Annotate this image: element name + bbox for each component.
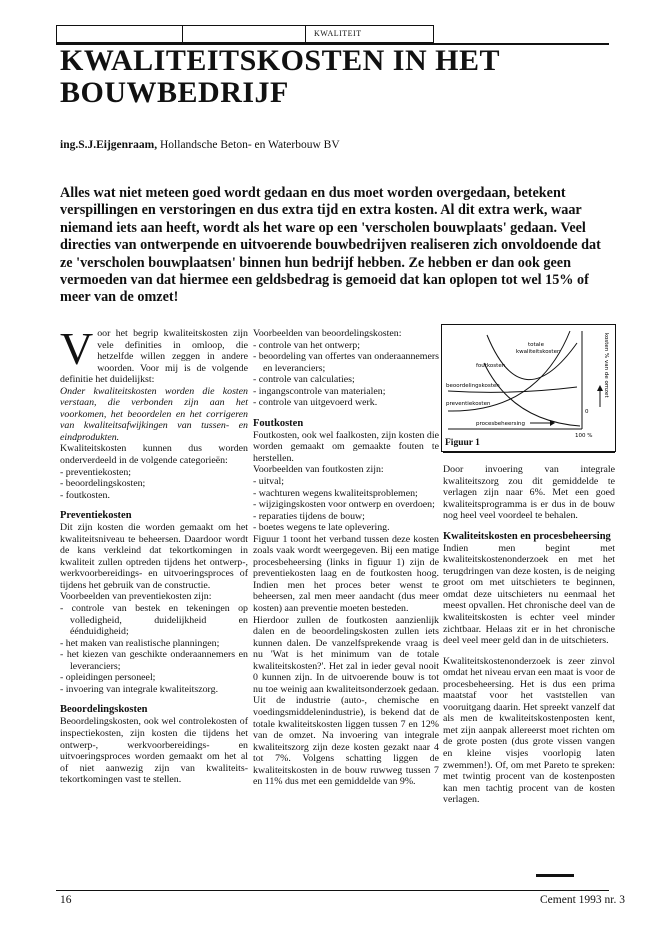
category-item: - beoordelingskosten; (60, 478, 146, 490)
page-number: 16 (60, 894, 72, 906)
col2-paragraph-1: Figuur 1 toont het verband tussen deze kosten zoals vaak wordt weergegeven. Bij een matige procesbeheersing (links in figuur 1) zijn de preventiekosten laag en de foutkosten hoog. Indien men het proces beter wenst te beheersen, zal men meer aandacht (dus meer kosten) aan preventie moeten besteden. (253, 533, 439, 615)
label-beoordelingskosten: beoordelingskosten (446, 383, 500, 389)
col2-paragraph-2: Hierdoor zullen de foutkosten aanzienlijk dalen en de beoordelingskosten zullen iets kunnen dalen. De vanzelfsprekende vraag is nu 'Wat is het minimum van de totale kwaliteitskosten?'. Het zal in ieder geval nooit 0 kunnen zijn. In de uitvoerende bouw is tot nu toe weinig aan kwaliteitsonderzoek gedaan. Uit de industrie (auto-, chemische en voedingsmiddelenindustrie), is bekend dat de totale kwaliteitskosten liggen tussen 7 en 12% van de omzet. Na invoering van integrale kwaliteitszorg zijn deze kosten gezakt naar 4 tot 7%. Volgens schatting liggen de kwaliteitskosten in de bouw ruwweg tussen 7 en 11% dus met een gemiddelde van 9%. (253, 614, 439, 788)
figure-rule (443, 452, 615, 453)
fout-example-item: - wachturen wegens kwaliteitsproblemen; (253, 487, 418, 499)
fout-text: Foutkosten, ook wel faalkosten, zijn kosten die worden gemaakt om gemaakte fouten te herstellen. (253, 429, 439, 464)
prev-example-item: - het kiezen van geschikte onderaannemers en leveranciers; (60, 649, 248, 672)
heading-preventiekosten: Preventiekosten (60, 510, 132, 522)
beoord-example-item: - ingangscontrole van materialen; (253, 385, 386, 397)
section-header-box (56, 25, 434, 43)
intro-text: oor het begrip kwaliteitskosten zijn vele definities in omloop, die hetzelfde willen zeggen in andere woorden. Voor mij is de volgende definitie het duidelijkst: (60, 328, 248, 386)
figure-1 (441, 324, 616, 452)
lead-paragraph: Alles wat niet meteen goed wordt gedaan en dus moet worden overgedaan, betekent verspillingen en verstoringen en dus extra tijd en extra kosten. Al dit extra werk, waar niemand iets aan heeft, wordt als het ware op een 'verscholen bouwplaats' gedaan. Veel directies van ontwerpende en uitvoerende bouwbedrijven realiseren zich onvoldoende dat ze 'verscholen bouwplaatsen' binnen hun bedrijf hebben. Ze hebben er dan ook geen vermoeden van dat hiermee een geldsbedrag is gemoeid dat kan oplopen tot wel 15% of meer van de omzet! (60, 185, 601, 306)
heading-beoordelingskosten: Beoordelingskosten (60, 704, 148, 716)
col3-paragraph-2: Indien men begint met kwaliteitskostenonderzoek en met het terugdringen van deze kosten, is de neiging groot om met uitschieters te beginnen, omdat deze uitschieters nu eenmaal het meest opvallen. Het chronische deel van de kwaliteitskosten is echter veel minder zichtbaar. Helaas zit er in het chronische deel veel meer geld dan in de uitschieters. (443, 542, 615, 647)
y-arrow-head (597, 385, 603, 391)
end-of-article-bar (536, 874, 574, 877)
article-title: KWALITEITSKOSTEN IN HET BOUWBEDRIJF (60, 44, 500, 109)
prev-example-item: - opleidingen personeel; (60, 672, 156, 684)
label-kwaliteitskosten: kwaliteitskosten (516, 349, 561, 355)
column-3 (443, 464, 615, 806)
definition-text: Onder kwaliteitskosten worden die kosten verstaan, die verbonden zijn aan het voorkomen, het beoordelen en het corrigeren van kwaliteitsafwijkingen van tussen- en eindprodukten. (60, 385, 248, 443)
prev-text: Dit zijn kosten die worden gemaakt om het kwaliteitsniveau te beheersen. Daardoor wordt de kans verkleind dat tekortkomingen in kwaliteit zullen optreden tijdens het ontwerp-, werkvoorbereidings- en uitvoeringsproces of tijdens het gebruik van de constructie. (60, 522, 248, 591)
label-foutkosten: foutkosten (476, 363, 506, 369)
author-name: ing.S.J.Eijgenraam, (60, 139, 158, 151)
heading-procesbeheersing: Kwaliteitskosten en procesbeheersing (443, 530, 611, 542)
col3-paragraph-3: Kwaliteitskostenonderzoek is zeer zinvol omdat het niveau ervan een maat is voor de procesbeheersing. Het is dus een prima maatstaf voor het vaststellen van vooruitgang daarin. Het spreekt vanzelf dat als men de kwaliteitskostenposten kent, met zijn aanpak allereerst moet richten om de grote posten (dus grote vissen vangen en kleine visjes voorlopig laten zwemmen!). Of, om met Pareto te spreken: met twintig procent van de kostenposten kan men tachtig procent van de kosten verlagen. (443, 655, 615, 806)
label-hundred: 100 % (575, 433, 593, 439)
fout-examples-intro: Voorbeelden van foutkosten zijn: (253, 464, 384, 476)
column-2 (253, 328, 439, 788)
fout-cost-curve (484, 363, 580, 426)
column-1 (60, 323, 248, 786)
division-text: Kwaliteitskosten kunnen dus worden onderverdeeld in de volgende categorieën: (60, 443, 248, 467)
prev-example-item: - invoering van integrale kwaliteitszorg. (60, 683, 219, 695)
fout-example-item: - boetes wegens te late oplevering. (253, 522, 390, 534)
beoord-example-item: - controle van het ontwerp; (253, 339, 360, 351)
author-affiliation: Hollandsche Beton- en Waterbouw BV (157, 139, 340, 151)
author-line (60, 139, 340, 151)
category-item: - foutkosten. (60, 489, 110, 501)
prev-example-item: - controle van bestek en tekeningen op volledigheid, duidelijkheid en éénduidigheid; (60, 603, 248, 638)
fout-example-item: - reparaties tijdens de bouw; (253, 510, 365, 522)
label-preventiekosten: preventiekosten (446, 401, 491, 407)
publication-source: Cement 1993 nr. 3 (540, 894, 625, 906)
col3-paragraph-1: Door invoering van integrale kwaliteitszorg zou dit gemiddelde te verlagen zijn naar 6%. Met een goed kwaliteitsprogramma is er dus in de bouw nog heel veel voordeel te behalen. (443, 464, 615, 522)
section-label: KWALITEIT (314, 29, 362, 38)
beoord-text: Beoordelingskosten, ook wel controlekosten of inspectiekosten, zijn kosten die tijdens het ontwerp-, werkvoorbereidings- en uitvoeringsproces worden gemaakt om het al of niet aanwezig zijn van kwaliteits-tekortkomingen vast te stellen. (60, 716, 248, 786)
beoord-example-item: - controle van uitgevoerd werk. (253, 397, 378, 409)
beoord-example-item: - controle van calculaties; (253, 374, 355, 386)
label-procesbeheersing: procesbeheersing (476, 421, 526, 427)
fout-example-item: - uitval; (253, 476, 284, 488)
beoord-examples-intro: Voorbeelden van beoordelingskosten: (253, 328, 402, 339)
drop-cap: V (60, 323, 94, 374)
prev-example-item: - het maken van realistische planningen; (60, 637, 220, 649)
fout-example-item: - wijzigingskosten voor ontwerp en overdoen; (253, 499, 435, 511)
label-yaxis: kosten % van de omzet (603, 333, 609, 398)
footer-rule (56, 890, 609, 891)
heading-foutkosten: Foutkosten (253, 417, 304, 429)
label-zero: 0 (585, 409, 589, 415)
figure-caption: Figuur 1 (445, 438, 480, 448)
category-item: - preventiekosten; (60, 466, 132, 478)
beoord-example-item: - beoordeling van offertes van onderaannemers en leveranciers; (253, 351, 439, 374)
cost-curve-diagram (442, 325, 615, 451)
prev-examples-intro: Voorbeelden van preventiekosten zijn: (60, 591, 212, 603)
label-totale: totale (528, 342, 544, 348)
